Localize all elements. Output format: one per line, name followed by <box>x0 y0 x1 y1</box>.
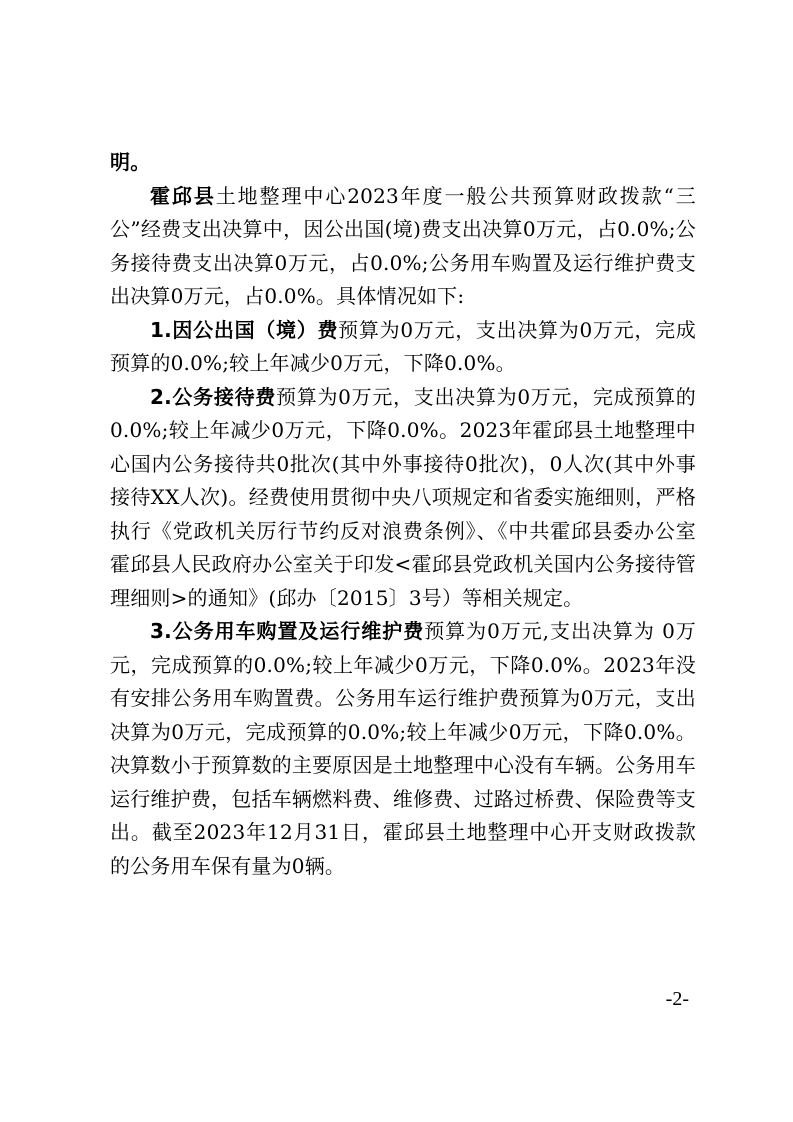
paragraph-overview-lead: 霍邱县 <box>150 183 216 208</box>
continuation-text: 明。 <box>110 150 151 174</box>
body-text <box>110 146 696 883</box>
paragraph-vehicles <box>110 615 696 883</box>
paragraph-overview-text: 土地整理中心2023年度一般公共预算财政拨款“三公”经费支出决算中，因公出国(境)费支出决算0万元，占0.0%;公务接待费支出决算0万元，占0.0%;公务用车购置及运行维护费支出决算0万元，占0.0%。具体情况如下: <box>110 183 696 308</box>
paragraph-vehicles-text: 预算为0万元,支出决算为 0万元，完成预算的0.0%;较上年减少0万元，下降0.0%。2023年没有安排公务用车购置费。公务用车运行维护费预算为0万元，支出决算为0万元，完成预算的0.0%;较上年减少0万元，下降0.0%。决算数小于预算数的主要原因是土地整理中心没有车辆。公务用车运行维护费，包括车辆燃料费、维修费、过路过桥费、保险费等支出。截至2023年12月31日，霍邱县土地整理中心开支财政拨款的公务用车保有量为0辆。 <box>110 619 696 878</box>
paragraph-reception <box>110 381 696 616</box>
paragraph-overseas-travel <box>110 314 696 381</box>
heading-vehicles: 3.公务用车购置及运行维护费 <box>150 619 425 643</box>
paragraph-reception-text: 预算为0万元，支出决算为0万元，完成预算的0.0%;较上年减少0万元，下降0.0%。2023年霍邱县土地整理中心国内公务接待共0批次(其中外事接待0批次)，0人次(其中外事接待XX人次)。经费使用贯彻中央八项规定和省委实施细则，严格执行《党政机关厉行节约反对浪费条例》、《中共霍邱县委办公室 霍邱县人民政府办公室关于印发<霍邱县党政机关国内公务接待管理细则>的通知》(邱办〔2015〕3号）等相关规定。 <box>110 384 696 610</box>
continuation-line <box>110 146 696 180</box>
paragraph-overview <box>110 180 696 314</box>
heading-overseas-travel: 1.因公出国（境）费 <box>150 317 339 342</box>
heading-reception: 2.公务接待费 <box>150 384 277 409</box>
page-number: -2- <box>665 988 689 1010</box>
paragraph-overseas-travel-text: 预算为0万元，支出决算为0万元，完成预算的0.0%;较上年减少0万元，下降0.0%。 <box>110 317 696 375</box>
